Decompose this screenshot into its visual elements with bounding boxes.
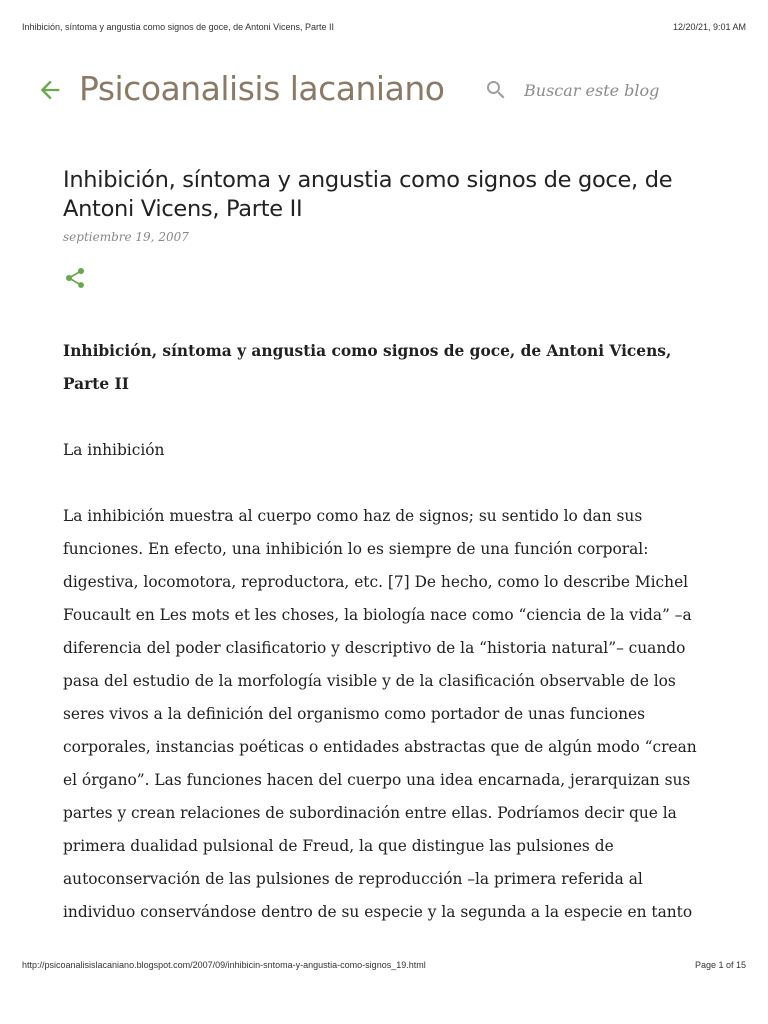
post-title: Inhibición, síntoma y angustia como signos de goce, de Antoni Vicens, Parte II [63, 167, 673, 222]
print-timestamp: 12/20/21, 9:01 AM [672, 22, 746, 32]
page-number: Page 1 of 15 [694, 960, 746, 970]
print-footer [22, 960, 746, 974]
section-title: La inhibición [63, 441, 165, 459]
print-url: http://psicoanalisislacaniano.blogspot.com/2007/09/inhibicin-sntoma-y-angustia-como-signos_19.html [22, 960, 426, 970]
share-icon[interactable] [63, 266, 87, 290]
body-paragraph: La inhibición muestra al cuerpo como haz de signos; su sentido lo dan sus funciones. En efecto, una inhibición lo es siempre de una función corporal: digestiva, locomotora, reproductora, etc. [7] De hecho, como lo describe Michel Foucault en Les mots et les choses, la biología nace como “ciencia de la vida” –a diferencia del poder clasificatorio y descriptivo de la “historia natural”– cuando pasa del estudio de la morfología visible y de la clasificación observable de los seres vivos a la definición del organismo como portador de unas funciones corporales, instancias poéticas o entidades abstractas que de algún modo “crean el órgano”. Las funciones hacen del cuerpo una idea encarnada, jerarquizan sus partes y crean relaciones de subordinación entre ellas. Podríamos decir que la primera dualidad pulsional de Freud, la que distingue las pulsiones de autoconservación de las pulsiones de reproducción –la primera referida al individuo conservándose dentro de su especie y la segunda a la especie en tanto [63, 507, 697, 921]
search-icon[interactable] [484, 78, 508, 102]
post-body [63, 335, 705, 929]
blog-title[interactable]: Psicoanalisis lacaniano [79, 69, 445, 108]
print-header [22, 22, 746, 36]
blog-header [36, 66, 728, 118]
search-input[interactable] [524, 76, 724, 104]
post-body-heading: Inhibición, síntoma y angustia como signos de goce, de Antoni Vicens, Parte II [63, 342, 672, 393]
post-date[interactable]: septiembre 19, 2007 [63, 230, 189, 244]
back-arrow-icon[interactable] [36, 76, 64, 104]
print-doc-title: Inhibición, síntoma y angustia como signos de goce, de Antoni Vicens, Parte II [22, 22, 335, 32]
